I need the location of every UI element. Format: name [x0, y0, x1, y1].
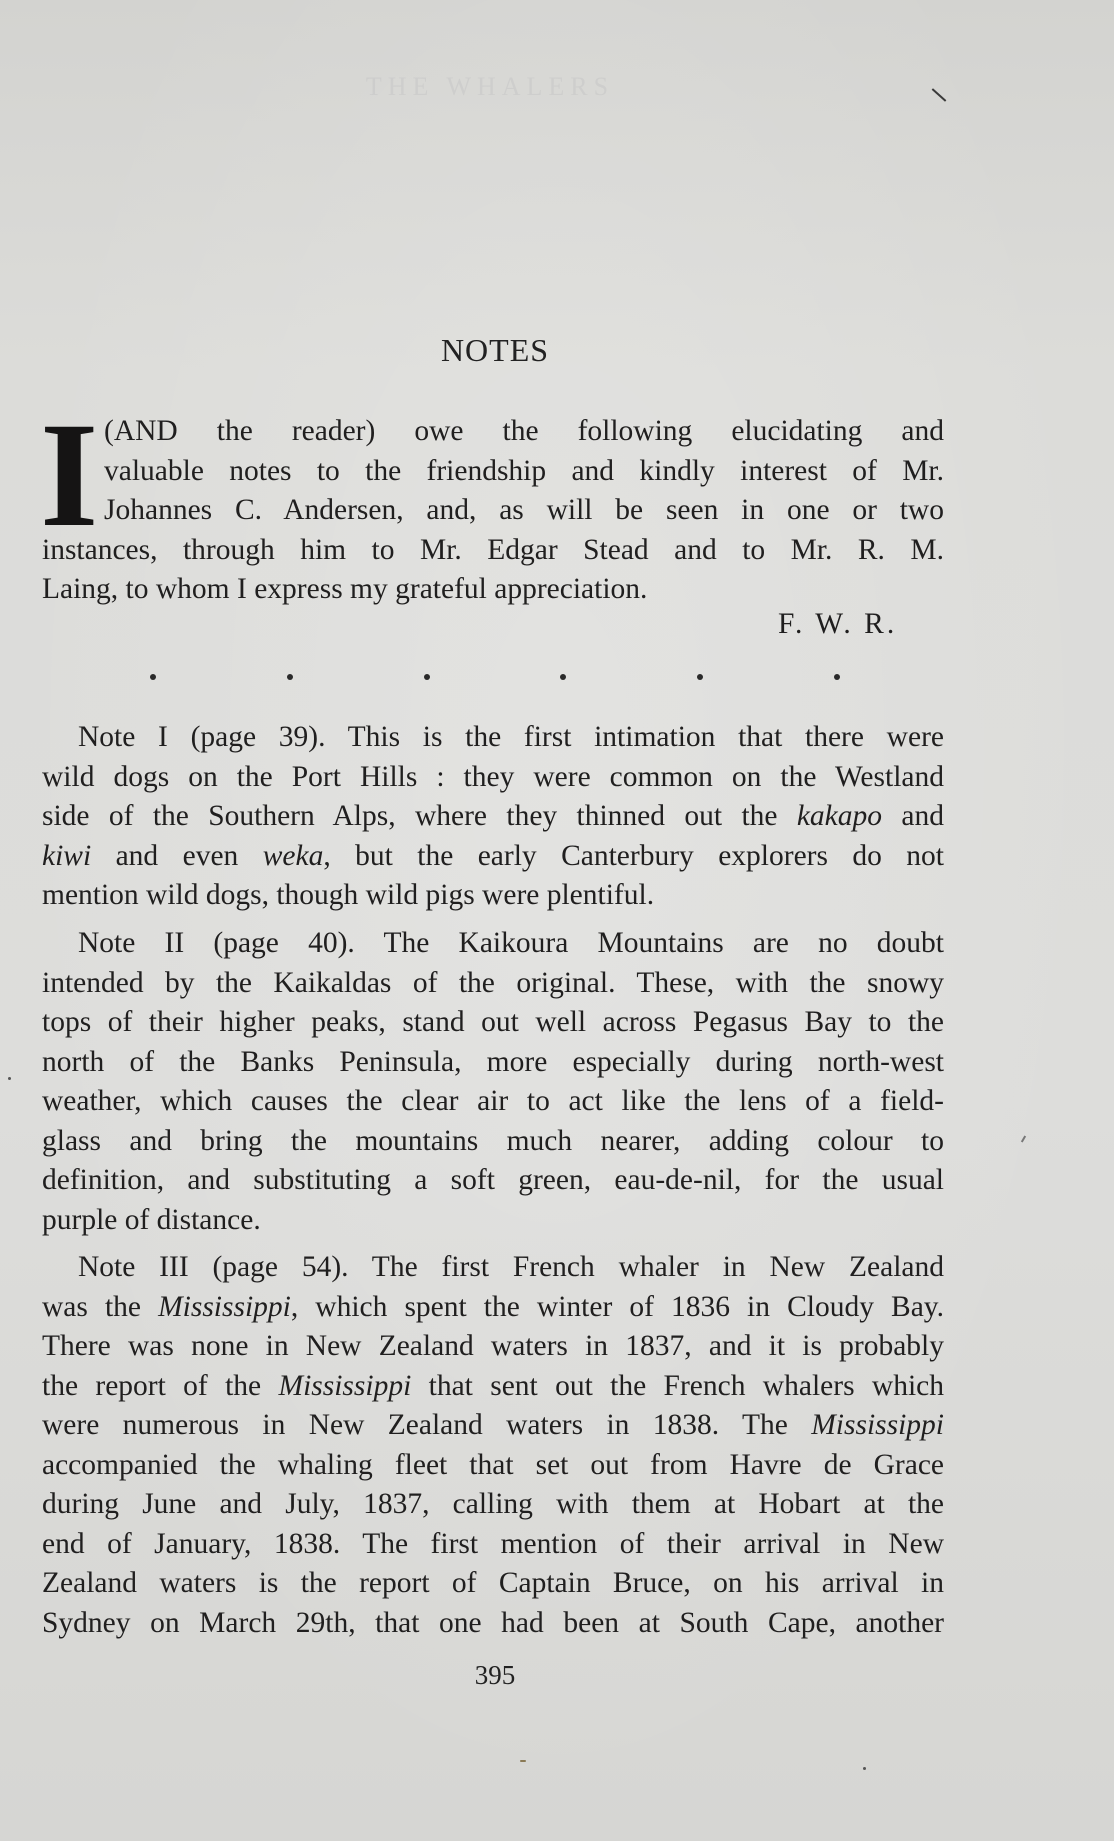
text-line: wild dogs on the Port Hills : they were common on the Westland	[42, 760, 944, 793]
separator-dot	[424, 674, 430, 680]
text-line: Note I (page 39). This is the first intimation that there were	[78, 721, 944, 753]
text-line: glass and bring the mountains much nearer, adding colour to	[42, 1124, 944, 1157]
separator-dot	[834, 674, 840, 680]
text-line: definition, and substituting a soft green, eau-de-nil, for the usual	[42, 1164, 944, 1196]
text-line: instances, through him to Mr. Edgar Stead and to Mr. R. M.	[42, 533, 944, 566]
text-line: Note II (page 40). The Kaikoura Mountains are no doubt	[78, 927, 944, 959]
text-line: side of the Southern Alps, where they thinned out the kakapo and	[42, 800, 944, 832]
drop-cap: I	[40, 392, 99, 558]
text-line: end of January, 1838. The first mention of their arrival in New	[42, 1527, 944, 1560]
text-line: Johannes C. Andersen, and, as will be seen in one or two	[104, 494, 944, 526]
text-line: the report of the Mississippi that sent out the French whalers which	[42, 1369, 944, 1402]
note-2-paragraph	[42, 924, 944, 1240]
text-line: weather, which causes the clear air to act like the lens of a field-	[42, 1085, 944, 1117]
text-line: was the Mississippi, which spent the winter of 1836 in Cloudy Bay.	[42, 1290, 944, 1323]
section-separator	[150, 674, 840, 680]
text-line: kiwi and even weka, but the early Canterbury explorers do not	[42, 839, 945, 872]
text-line: accompanied the whaling fleet that set out from Havre de Grace	[42, 1448, 944, 1481]
text-line: during June and July, 1837, calling with them at Hobart at the	[42, 1488, 944, 1520]
signature-initials: F. W. R.	[778, 608, 898, 640]
text-line: Note III (page 54). The first French whaler in New Zealand	[78, 1251, 944, 1283]
text-line: Laing, to whom I express my grateful appreciation.	[42, 573, 648, 605]
text-line: Sydney on March 29th, that one had been at South Cape, another	[42, 1606, 944, 1639]
note-1-paragraph	[42, 718, 944, 916]
text-line: were numerous in New Zealand waters in 1838. The Mississippi	[42, 1409, 944, 1441]
text-line: (AND the reader) owe the following elucidating and	[104, 415, 944, 447]
page-number: 395	[474, 1660, 516, 1690]
separator-dot	[150, 674, 156, 680]
text-line: mention wild dogs, though wild pigs were plentiful.	[42, 879, 655, 911]
pencil-mark	[932, 88, 947, 102]
text-line: intended by the Kaikaldas of the original. These, with the snowy	[42, 966, 944, 999]
separator-dot	[287, 674, 293, 680]
note-3-paragraph	[42, 1248, 944, 1643]
text-line: valuable notes to the friendship and kindly interest of Mr.	[104, 454, 944, 487]
paper-speck	[1021, 1135, 1026, 1142]
text-line: tops of their higher peaks, stand out well across Pegasus Bay to the	[42, 1006, 944, 1038]
paper-speck	[8, 1077, 11, 1080]
text-line: There was none in New Zealand waters in 1837, and it is probably	[42, 1330, 944, 1362]
paper-speck	[863, 1767, 866, 1770]
text-line: north of the Banks Peninsula, more especially during north-west	[42, 1045, 944, 1078]
show-through-text: THE WHALERS	[365, 72, 615, 101]
separator-dot	[697, 674, 703, 680]
text-line: purple of distance.	[42, 1203, 261, 1236]
intro-paragraph	[40, 392, 944, 610]
separator-dot	[560, 674, 566, 680]
paper-speck	[520, 1760, 526, 1762]
page-title: NOTES	[440, 332, 550, 368]
text-line: Zealand waters is the report of Captain Bruce, on his arrival in	[42, 1567, 944, 1599]
